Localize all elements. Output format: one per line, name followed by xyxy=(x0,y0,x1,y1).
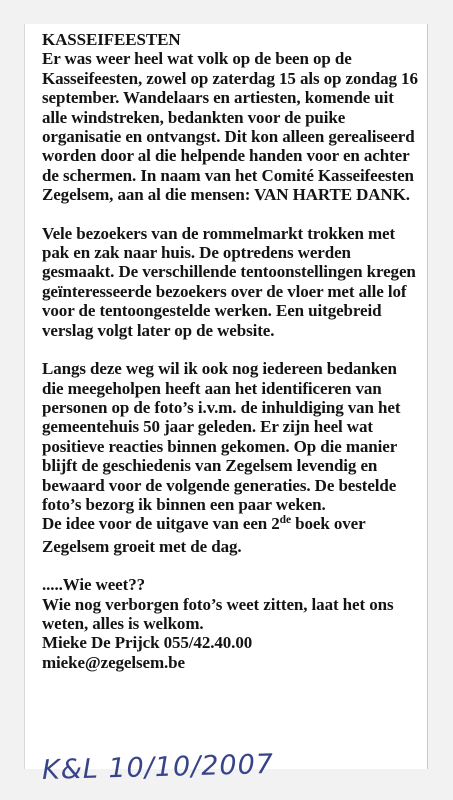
paragraph-hidden-photos: Wie nog verborgen foto’s weet zitten, laat het ons weten, alles is welkom. xyxy=(42,594,394,633)
paragraph-gap xyxy=(42,556,422,575)
paragraph-book xyxy=(42,514,422,556)
paragraph-gap xyxy=(42,205,422,224)
handwritten-date-note: K&L 10/10/2007 xyxy=(41,748,275,787)
paragraph-who-knows: .....Wie weet?? xyxy=(42,575,145,595)
book-text-start: De idee voor de uitgave van een 2 xyxy=(42,514,280,534)
paragraph-visitors: Vele bezoekers van de rommelmarkt trokken met pak en zak naar huis. De optredens werden gesmaakt. De verschillende tentoonstellingen kregen geïnteresseerde bezoekers over de vloer met alle lof voor de tentoongestelde werken. Een uitgebreid verslag volgt later op de website. xyxy=(42,223,416,340)
paragraph-photos: Langs deze weg wil ik ook nog iedereen bedanken die meegeholpen heeft aan het identificeren van personen op de foto’s i.v.m. de inhuldiging van het gemeentehuis 50 jaar geleden. Er zijn heel wat positieve reacties binnen gekomen. Op die manier blijft de geschiedenis van Zegelsem levendig en bewaard voor de volgende generaties. De bestelde foto’s bezorg ik binnen een paar weken. xyxy=(42,359,401,514)
newspaper-clipping xyxy=(24,24,428,769)
article-body xyxy=(42,30,422,672)
contact-name-phone: Mieke De Prijck 055/42.40.00 xyxy=(42,633,253,653)
book-text-end: boek over Zegelsem groeit met de dag. xyxy=(42,514,366,556)
paragraph-thanks: Er was weer heel wat volk op de been op de Kasseifeesten, zowel op zaterdag 15 als op zondag 16 september. Wandelaars en artiesten, komende uit alle windstreken, bedankten voor de puike organisatie en ontvangst. Dit kon alleen gerealiseerd worden door al die helpende handen voor en achter de schermen. In naam van het Comité Kasseifeesten Zegelsem, aan al die mensen: VAN HARTE DANK. xyxy=(42,49,418,205)
article-title: KASSEIFEESTEN xyxy=(42,30,181,49)
book-superscript: de xyxy=(279,514,291,527)
paragraph-gap xyxy=(42,340,422,359)
contact-email: mieke@zegelsem.be xyxy=(42,652,185,672)
